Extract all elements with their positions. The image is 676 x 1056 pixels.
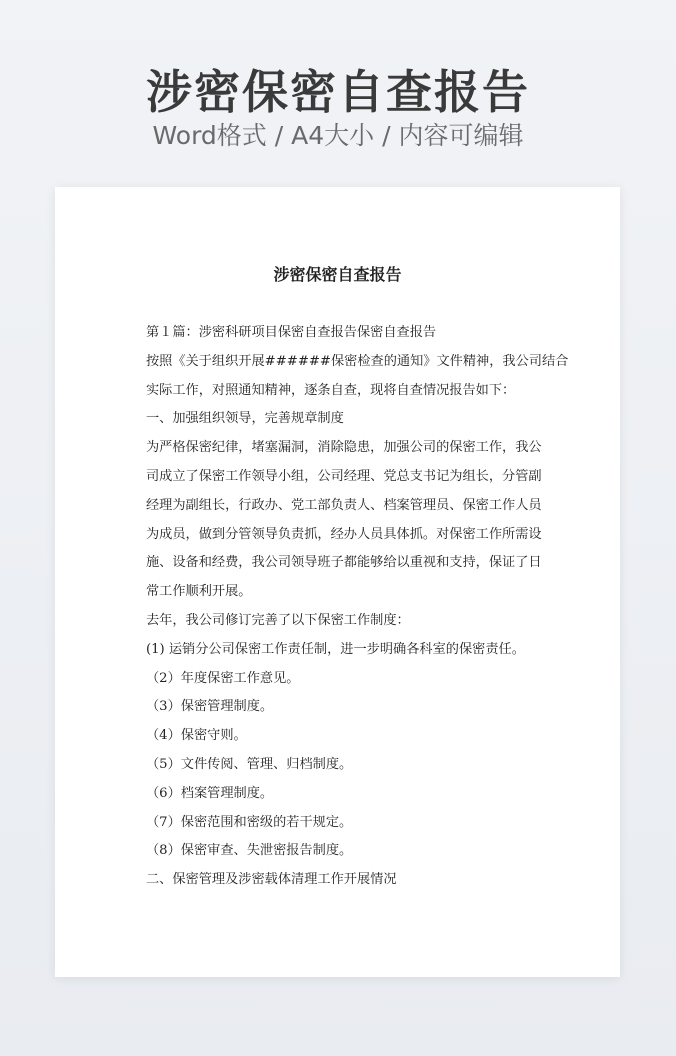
- document-line: 为严格保密纪律，堵塞漏洞，消除隐患，加强公司的保密工作，我公: [146, 440, 542, 456]
- document-line: （3）保密管理制度。: [146, 699, 274, 715]
- document-line: 去年，我公司修订完善了以下保密工作制度：: [146, 612, 410, 628]
- document-line: （4）保密守则。: [146, 728, 247, 744]
- document-line: （2）年度保密工作意见。: [146, 670, 300, 686]
- document-page: [55, 187, 620, 977]
- document-line: （6）档案管理制度。: [146, 785, 274, 801]
- banner-subtitle: Word格式 / A4大小 / 内容可编辑: [152, 121, 524, 150]
- document-line: （5）文件传阅、管理、归档制度。: [146, 756, 353, 772]
- document-line: 一、加强组织领导，完善规章制度: [146, 411, 344, 427]
- document-line: 第１篇：涉密科研项目保密自查报告保密自查报告: [146, 325, 437, 340]
- document-line: 司成立了保密工作领导小组，公司经理、党总支书记为组长，分管副: [146, 468, 542, 484]
- document-line: 为成员，做到分管领导负责抓，经办人员具体抓。对保密工作所需设: [146, 526, 542, 542]
- document-line: (1) 运销分公司保密工作责任制，进一步明确各科室的保密责任。: [146, 641, 525, 657]
- document-line: 经理为副组长，行政办、党工部负责人、档案管理员、保密工作人员: [146, 497, 542, 513]
- document-title: 涉密保密自查报告: [273, 265, 402, 284]
- document-line: （7）保密范围和密级的若干规定。: [146, 814, 353, 830]
- document-body: [146, 319, 569, 895]
- document-line: 常工作顺利开展。: [146, 584, 252, 600]
- document-line: 施、设备和经费，我公司领导班子都能够给以重视和支持，保证了日: [146, 555, 542, 571]
- document-line: 二、保密管理及涉密载体清理工作开展情况: [146, 872, 397, 888]
- document-line: （8）保密审查、失泄密报告制度。: [146, 843, 353, 859]
- document-line: 实际工作，对照通知精神，逐条自查，现将自查情况报告如下：: [146, 382, 516, 398]
- banner-title: 涉密保密自查报告: [146, 65, 530, 119]
- document-line: 按照《关于组织开展######保密检查的通知》文件精神，我公司结合: [146, 353, 569, 369]
